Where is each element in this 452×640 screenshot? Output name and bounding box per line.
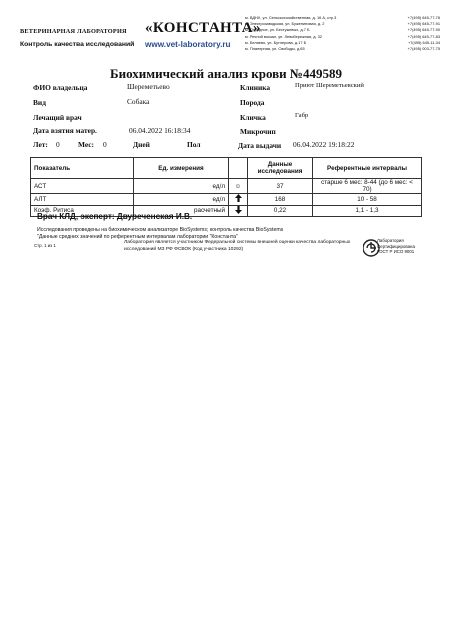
- phone-text: +7(495) 003-77-75: [407, 46, 440, 52]
- page-number: Стр. 1 из 1: [34, 243, 56, 248]
- result-value: 0,22: [248, 205, 313, 217]
- arrow-down-icon: [229, 205, 248, 217]
- unit: расчетный: [134, 205, 229, 217]
- quality-slogan: Контроль качества исследований: [20, 41, 135, 48]
- unit: ед/л: [134, 194, 229, 206]
- table-row: [31, 194, 422, 206]
- clinic-label: Клиника: [240, 83, 271, 92]
- sex-label: Пол: [187, 140, 201, 149]
- phone-text: +7(495) 645-11-34: [407, 39, 440, 45]
- days-label: Дней: [133, 140, 150, 149]
- date-taken-label: Дата взятия матер.: [33, 126, 97, 135]
- phone-text: +7(495) 645-77-91: [407, 21, 440, 27]
- parameter-name: АЛТ: [31, 194, 134, 206]
- doctor-signature: Врач КЛД, эксперт: Двуреченская И.В.: [37, 212, 193, 221]
- months-label: Мес:: [78, 140, 94, 149]
- years-label: Лет:: [33, 140, 48, 149]
- address-text: м. Речной вокзал, ул. Левобережная, д. 32: [245, 33, 322, 39]
- lab-name: «КОНСТАНТА»: [145, 20, 261, 36]
- table-header-row: [31, 158, 422, 179]
- arrow-up-icon: [229, 194, 248, 206]
- certification-text: [377, 238, 415, 255]
- address-text: м. Отрадное, ул. Бестужевых, д.7 Б: [245, 27, 310, 33]
- breed-label: Порода: [240, 98, 265, 107]
- phone-text: +7(495) 645-77-83: [407, 33, 440, 39]
- results-table: [30, 157, 422, 217]
- owner-value: Шереметьево: [127, 82, 170, 91]
- parameter-name: АСТ: [31, 179, 134, 194]
- months-value: 0: [103, 140, 107, 149]
- unit: ед/л: [134, 179, 229, 194]
- result-value: 168: [248, 194, 313, 206]
- microchip-label: Микрочип: [240, 127, 276, 136]
- issue-date-label: Дата выдачи: [238, 141, 282, 150]
- cert-line: Лаборатория: [377, 238, 404, 243]
- col-header-unit: Ед. измерения: [134, 158, 229, 179]
- website-link[interactable]: www.vet-laboratory.ru: [145, 40, 231, 49]
- phone-text: +7(495) 645-77-76: [407, 15, 440, 20]
- document-title: Биохимический анализ крови №449589: [110, 66, 342, 81]
- address-list: [245, 15, 440, 52]
- species-value: Собака: [127, 97, 150, 106]
- years-value: 0: [56, 140, 60, 149]
- col-header-parameter: Показатель: [31, 158, 134, 179]
- lab-subtitle: ВЕТЕРИНАРНАЯ ЛАБОРАТОРИЯ: [20, 28, 127, 35]
- result-value: 37: [248, 179, 313, 194]
- col-header-reference: Референтные интервалы: [313, 158, 422, 179]
- address-text: м. Электрозаводская, ул. Бужениновая, д. 2: [245, 21, 325, 27]
- reference-range: 10 - 58: [313, 194, 422, 206]
- cert-line: Сертифицирована: [377, 243, 415, 249]
- issue-date-value: 06.04.2022 19:18:22: [293, 140, 355, 149]
- species-label: Вид: [33, 98, 46, 107]
- analyzer-note: [37, 227, 377, 241]
- phone-text: +7(495) 645-77-90: [407, 27, 440, 33]
- reference-note-line: "Данные средних значений по референтным интервалам лаборатории "Константа": [37, 233, 238, 240]
- smile-icon: ☺: [229, 179, 248, 194]
- analyzer-note-line: Исследования проведены на биохимическом анализаторе BioSystems; контроль качества BioSystems: [37, 227, 284, 233]
- reference-range: старше 6 мес: 8-44 (до 6 мес: < 70): [313, 179, 422, 194]
- reference-range: 1,1 - 1,3: [313, 205, 422, 217]
- nickname-value: Габр: [295, 112, 309, 119]
- owner-label: ФИО владельца: [33, 83, 88, 92]
- address-text: м. ВДНХ, ул. Сельскохозяйственная, д. 16 А, стр.3: [245, 15, 337, 20]
- clinic-value: Приют Шереметьевский: [295, 82, 364, 89]
- col-header-result: Данные исследования: [248, 158, 313, 179]
- address-text: м. Беляево, ул. Бутлерова, д.17 Б: [245, 39, 307, 45]
- parameter-name: Коэф. Ритиса: [31, 205, 134, 217]
- nickname-label: Кличка: [240, 113, 266, 122]
- table-row: [31, 179, 422, 194]
- doctor-label: Лечащий врач: [33, 113, 82, 122]
- address-row: [245, 46, 440, 52]
- address-text: м. Планерная, ул. Свободы, д.65: [245, 46, 305, 52]
- accreditation-note: Лаборатория является участником Федеральной системы внешней оценки качества лабораторных исследований МЗ РФ ФСВОК (Код участника 10292): [124, 240, 351, 252]
- date-taken-value: 06.04.2022 16:18:34: [129, 126, 191, 135]
- cert-line: ГОСТ Р ИСО 9001: [377, 249, 415, 255]
- col-header-indicator: [229, 158, 248, 179]
